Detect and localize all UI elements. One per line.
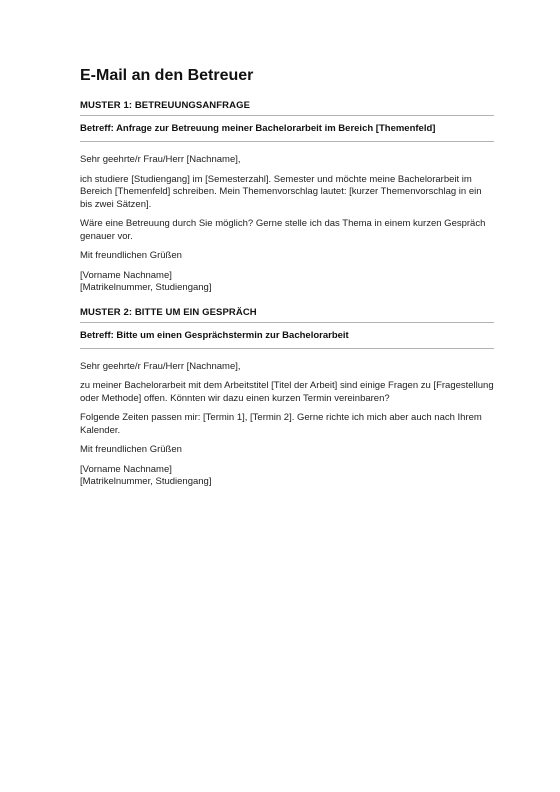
signature-name: [Vorname Nachname] <box>80 269 172 281</box>
email-closing: Mit freundlichen Grüßen <box>80 250 182 261</box>
signature-name: [Vorname Nachname] <box>80 463 172 475</box>
email-salutation: Sehr geehrte/r Frau/Herr [Nachname], <box>80 360 241 372</box>
template-section-1 <box>80 100 494 295</box>
email-body-paragraph: Wäre eine Betreuung durch Sie möglich? Gerne stelle ich das Thema in einem kurzen Gespräch genauer vor. <box>80 218 486 242</box>
signature-details: [Matrikelnummer, Studiengang] <box>80 282 212 293</box>
email-body-paragraph: Folgende Zeiten passen mir: [Termin 1], [Termin 2]. Gerne richte ich mich aber auch nach Ihrem Kalender. <box>80 412 482 436</box>
signature-details: [Matrikelnummer, Studiengang] <box>80 476 212 487</box>
template-section-2 <box>80 307 494 489</box>
email-salutation: Sehr geehrte/r Frau/Herr [Nachname], <box>80 154 241 165</box>
section-heading: MUSTER 1: BETREUUNGSANFRAGE <box>80 100 494 116</box>
signature-block <box>80 270 494 295</box>
email-closing: Mit freundlichen Grüßen <box>80 444 182 455</box>
email-subject: Betreff: Anfrage zur Betreuung meiner Bachelorarbeit im Bereich [Themenfeld] <box>80 116 494 142</box>
email-body-paragraph: zu meiner Bachelorarbeit mit dem Arbeitstitel [Titel der Arbeit] sind einige Fragen zu [Fragestellung oder Methode] offen. Könnten wir dazu einen kurzen Termin vereinbaren? <box>80 380 494 404</box>
section-heading: MUSTER 2: BITTE UM EIN GESPRÄCH <box>80 307 494 323</box>
email-body-paragraph: ich studiere [Studiengang] im [Semesterzahl]. Semester und möchte meine Bachelorarbeit im Bereich [Themenfeld] schreiben. Mein Themenvorschlag lautet: [kurzer Themenvorschlag in ein bis zwei Sätzen]. <box>80 173 482 210</box>
email-subject: Betreff: Bitte um einen Gesprächstermin zur Bachelorarbeit <box>80 323 494 349</box>
page-title: E-Mail an den Betreuer <box>80 67 254 84</box>
signature-block <box>80 464 494 489</box>
